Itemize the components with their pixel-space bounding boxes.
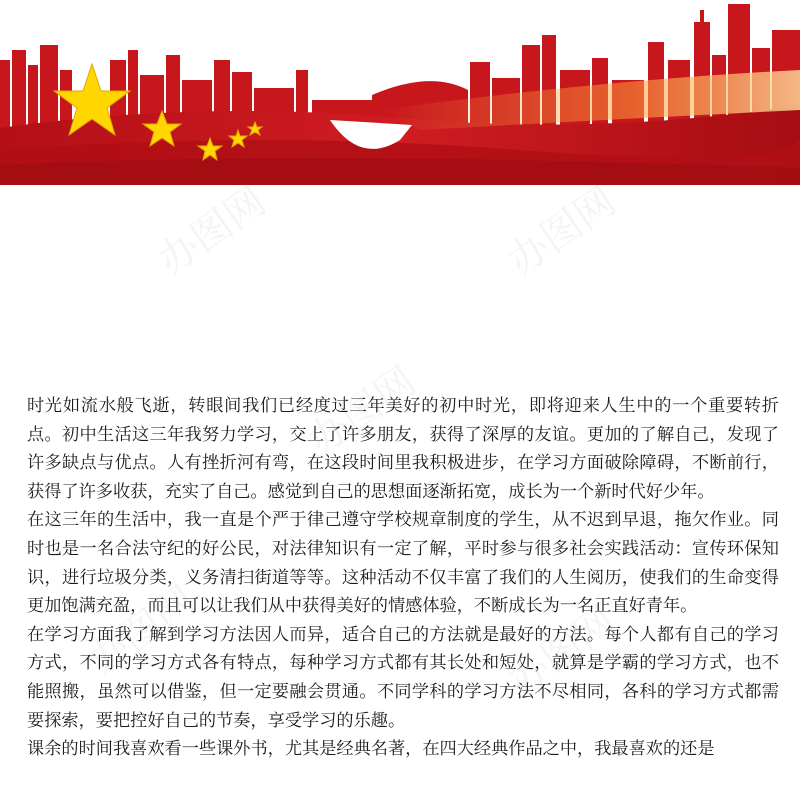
watermark-text: 办图网 [499, 178, 625, 285]
watermark-text: 办图网 [149, 178, 275, 285]
paragraph: 课余的时间我喜欢看一些课外书，尤其是经典名著，在四大经典作品之中，我最喜欢的还是 [27, 739, 715, 760]
header-banner [0, 0, 800, 185]
watermark-text: 办图网 [79, 578, 205, 685]
watermark-text: 办图网 [299, 358, 425, 465]
paragraph: 时光如流水般飞逝，转眼间我们已经度过三年美好的初中时光，即将迎来人生中的一个重要转折点。初中生活这三年我努力学习，交上了许多朋友，获得了深厚的友谊。更加的了解自己，发现了许多缺点与优点。人有挫折河有弯，在这段时间里我积极进步，在学习方面破除障碍，不断前行，获得了许多收获，充实了自己。感觉到自己的思想面逐渐拓宽，成长为一个新时代好少年。 [27, 396, 779, 502]
watermark-text: 办图网 [499, 598, 625, 705]
city-skyline-illustration [0, 0, 800, 185]
essay-body [27, 392, 779, 764]
paragraph: 在学习方面我了解到学习方法因人而异，适合自己的方法就是最好的方法。每个人都有自己的学习方式，不同的学习方式各有特点，每种学习方式都有其长处和短处，就算是学霸的学习方式，也不能照搬，虽然可以借鉴，但一定要融会贯通。不同学科的学习方法不尽相同，各科的学习方式都需要探索，要把控好自己的节奏，享受学习的乐趣。 [27, 624, 779, 731]
paragraph: 在这三年的生活中，我一直是个严于律己遵守学校规章制度的学生，从不迟到早退，拖欠作业。同时也是一名合法守纪的好公民，对法律知识有一定了解，平时参与很多社会实践活动：宣传环保知识，进行垃圾分类，义务清扫街道等等。这种活动不仅丰富了我们的人生阅历，使我们的生命变得更加饱满充盈，而且可以让我们从中获得美好的情感体验，不断成长为一名正直好青年。 [27, 510, 779, 617]
